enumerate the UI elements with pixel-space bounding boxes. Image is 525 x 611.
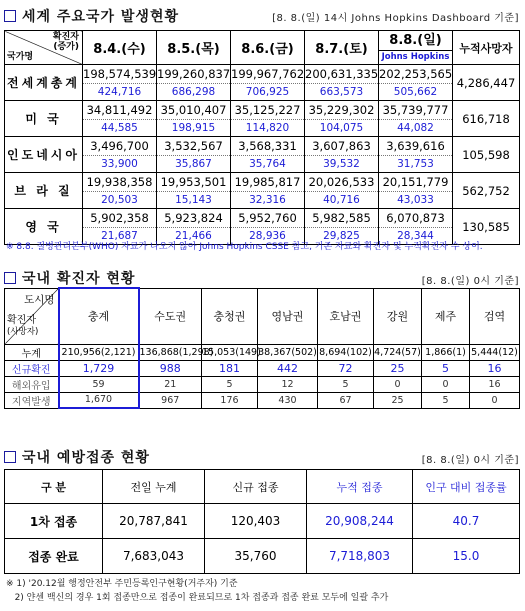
date-header: 8.6.(금) (231, 31, 305, 65)
section-vaccine-title: 국내 예방접종 현황 (22, 450, 150, 466)
region-value: 4,724(57) (374, 344, 422, 360)
domestic-cases-table (4, 287, 520, 409)
region-value: 0 (374, 376, 422, 392)
country-row (5, 65, 520, 84)
cumulative-cases: 20,151,779 (379, 173, 453, 192)
world-footnote: ※ 8.8. 질병관리본부(WHO) 자료가 나오지 않아 Johns Hopkins CSSE 참고, 기존 자료와 확진자 및 누적확진자 수 상이. (6, 242, 483, 252)
vaccine-row (5, 539, 520, 574)
country-row (5, 137, 520, 156)
cumulative-cases: 5,902,358 (83, 209, 157, 228)
region-value: 1,866(1) (422, 344, 470, 360)
vaccine-value: 20,908,244 (307, 504, 413, 539)
region-value: 967 (139, 392, 202, 408)
region-value: 1,670 (59, 392, 139, 408)
vaccine-value: 35,760 (205, 539, 307, 574)
vaccine-value: 20,787,841 (103, 504, 205, 539)
region-value: 136,868(1,298) (139, 344, 202, 360)
daily-increase: 31,753 (379, 155, 453, 173)
cumulative-cases: 5,982,585 (305, 209, 379, 228)
daily-increase: 32,316 (231, 191, 305, 209)
region-value: 38,367(502) (258, 344, 318, 360)
checkbox-square-icon (4, 10, 16, 22)
daily-increase: 104,075 (305, 119, 379, 137)
daily-increase: 33,900 (83, 155, 157, 173)
country-name: 인도네시아 (5, 137, 83, 173)
cumulative-cases: 199,967,762 (231, 65, 305, 84)
domestic-row (5, 376, 520, 392)
vaccination-table (4, 469, 520, 574)
row-label: 지역발생 (5, 392, 59, 408)
region-value: 8,694(102) (318, 344, 374, 360)
vaccine-footnote-2: 2) 얀센 백신의 경우 1회 접종만으로 접종이 완료되므로 1차 접종과 접종 완료 모두에 일괄 추가 (6, 593, 389, 603)
diag-label-confirmed: 확진자 (사망자) (7, 314, 39, 337)
cumulative-cases: 19,985,817 (231, 173, 305, 192)
domestic-row (5, 392, 520, 408)
vaccine-footnote-1: ※ 1) '20.12월 행정안전부 주민등록인구현황(거주자) 기준 (6, 579, 238, 589)
cumulative-cases: 3,496,700 (83, 137, 157, 156)
region-value: 5 (422, 360, 470, 376)
country-row (5, 101, 520, 120)
country-increase-row (5, 155, 520, 173)
vaccine-value: 7,718,803 (307, 539, 413, 574)
cumulative-cases: 19,938,358 (83, 173, 157, 192)
region-value: 5 (422, 392, 470, 408)
checkbox-square-icon (4, 272, 16, 284)
cumulative-cases: 35,010,407 (157, 101, 231, 120)
daily-increase: 43,033 (379, 191, 453, 209)
world-status-table (4, 30, 520, 245)
region-header: 수도권 (139, 288, 202, 344)
daily-increase: 35,764 (231, 155, 305, 173)
region-value: 59 (59, 376, 139, 392)
region-value: 15,053(149) (202, 344, 258, 360)
cumulative-cases: 20,026,533 (305, 173, 379, 192)
section-domestic-title: 국내 확진자 현황 (22, 271, 136, 287)
vaccine-header: 전일 누계 (103, 470, 205, 504)
country-increase-row (5, 119, 520, 137)
region-header: 제주 (422, 288, 470, 344)
daily-increase: 20,503 (83, 191, 157, 209)
vaccine-header: 신규 접종 (205, 470, 307, 504)
vaccine-value: 15.0 (413, 539, 520, 574)
date-header: 8.4.(수) (83, 31, 157, 65)
diag-label-country: 국가명 (7, 52, 34, 62)
region-header: 충청권 (202, 288, 258, 344)
region-header: 영남권 (258, 288, 318, 344)
section-world-header (4, 6, 179, 26)
daily-increase: 39,532 (305, 155, 379, 173)
cumulative-cases: 5,923,824 (157, 209, 231, 228)
daily-increase: 28,936 (231, 227, 305, 245)
vaccine-value: 40.7 (413, 504, 520, 539)
cumulative-cases: 19,953,501 (157, 173, 231, 192)
vaccine-header: 구 분 (5, 470, 103, 504)
row-label: 신규확진 (5, 360, 59, 376)
region-value: 442 (258, 360, 318, 376)
diag-label-region: 도시명 (24, 293, 55, 306)
country-increase-row (5, 83, 520, 101)
region-header: 검역 (470, 288, 520, 344)
daily-increase: 35,867 (157, 155, 231, 173)
header-diagonal-cell (5, 31, 83, 65)
cumulative-cases: 3,639,616 (379, 137, 453, 156)
cumulative-cases: 202,253,565 (379, 65, 453, 84)
region-value: 25 (374, 392, 422, 408)
region-value: 176 (202, 392, 258, 408)
cumulative-cases: 35,739,777 (379, 101, 453, 120)
cumulative-cases: 35,229,302 (305, 101, 379, 120)
daily-increase: 505,662 (379, 83, 453, 101)
vaccine-row-label: 접종 완료 (5, 539, 103, 574)
latest-source: Johns Hopkins (379, 50, 452, 64)
country-name: 브 라 질 (5, 173, 83, 209)
daily-increase: 198,915 (157, 119, 231, 137)
region-value: 16 (470, 360, 520, 376)
region-value: 5 (202, 376, 258, 392)
region-value: 0 (470, 392, 520, 408)
vaccine-header: 누적 접종 (307, 470, 413, 504)
daily-increase: 29,825 (305, 227, 379, 245)
daily-increase: 424,716 (83, 83, 157, 101)
region-value: 21 (139, 376, 202, 392)
cumulative-deaths: 130,585 (453, 209, 520, 245)
checkbox-square-icon (4, 451, 16, 463)
daily-increase: 44,585 (83, 119, 157, 137)
vaccine-row (5, 504, 520, 539)
region-value: 181 (202, 360, 258, 376)
daily-increase: 686,298 (157, 83, 231, 101)
section-world-title: 세계 주요국가 발생현황 (22, 9, 179, 25)
daily-increase: 21,687 (83, 227, 157, 245)
region-header: 호남권 (318, 288, 374, 344)
country-row (5, 173, 520, 192)
section-world-note: [8. 8.(일) 14시 Johns Hopkins Dashboard 기준] (272, 13, 519, 24)
region-value: 12 (258, 376, 318, 392)
daily-increase: 15,143 (157, 191, 231, 209)
section-vaccine-header (4, 447, 150, 467)
cumulative-deaths: 562,752 (453, 173, 520, 209)
region-value: 67 (318, 392, 374, 408)
date-header-latest (379, 31, 453, 65)
header-diagonal-cell (5, 288, 59, 344)
vaccine-value: 7,683,043 (103, 539, 205, 574)
daily-increase: 28,344 (379, 227, 453, 245)
vaccine-header: 인구 대비 접종률 (413, 470, 520, 504)
cumulative-cases: 200,631,335 (305, 65, 379, 84)
cumulative-cases: 198,574,539 (83, 65, 157, 84)
region-header: 강원 (374, 288, 422, 344)
region-value: 5 (318, 376, 374, 392)
latest-date: 8.8.(일) (389, 32, 442, 48)
cumulative-deaths: 105,598 (453, 137, 520, 173)
country-increase-row (5, 191, 520, 209)
daily-increase: 21,466 (157, 227, 231, 245)
cumulative-cases: 34,811,492 (83, 101, 157, 120)
region-value: 430 (258, 392, 318, 408)
region-value: 72 (318, 360, 374, 376)
region-value: 16 (470, 376, 520, 392)
row-label: 누계 (5, 344, 59, 360)
section-vaccine-note: [8. 8.(일) 0시 기준] (421, 455, 519, 466)
cumulative-cases: 3,568,331 (231, 137, 305, 156)
deaths-header: 누적사망자 (453, 31, 520, 65)
region-value: 988 (139, 360, 202, 376)
daily-increase: 706,925 (231, 83, 305, 101)
domestic-row (5, 344, 520, 360)
date-header: 8.7.(토) (305, 31, 379, 65)
cumulative-deaths: 4,286,447 (453, 65, 520, 101)
region-value: 25 (374, 360, 422, 376)
cumulative-cases: 5,952,760 (231, 209, 305, 228)
country-name: 미 국 (5, 101, 83, 137)
row-label: 해외유입 (5, 376, 59, 392)
region-value: 1,729 (59, 360, 139, 376)
cumulative-cases: 3,607,863 (305, 137, 379, 156)
country-name: 영 국 (5, 209, 83, 245)
domestic-row (5, 360, 520, 376)
date-header: 8.5.(목) (157, 31, 231, 65)
vaccine-value: 120,403 (205, 504, 307, 539)
country-name: 전세계총계 (5, 65, 83, 101)
region-value: 210,956(2,121) (59, 344, 139, 360)
region-value: 0 (422, 376, 470, 392)
diag-label-cases: 확진자 (증가) (52, 32, 79, 52)
daily-increase: 114,820 (231, 119, 305, 137)
daily-increase: 663,573 (305, 83, 379, 101)
vaccine-row-label: 1차 접종 (5, 504, 103, 539)
section-domestic-header (4, 268, 135, 288)
region-value: 5,444(12) (470, 344, 520, 360)
cumulative-deaths: 616,718 (453, 101, 520, 137)
country-row (5, 209, 520, 228)
section-domestic-note: [8. 8.(일) 0시 기준] (421, 276, 519, 287)
cumulative-cases: 3,532,567 (157, 137, 231, 156)
daily-increase: 40,716 (305, 191, 379, 209)
cumulative-cases: 6,070,873 (379, 209, 453, 228)
region-header-total: 충계 (59, 288, 139, 344)
cumulative-cases: 35,125,227 (231, 101, 305, 120)
cumulative-cases: 199,260,837 (157, 65, 231, 84)
daily-increase: 44,082 (379, 119, 453, 137)
